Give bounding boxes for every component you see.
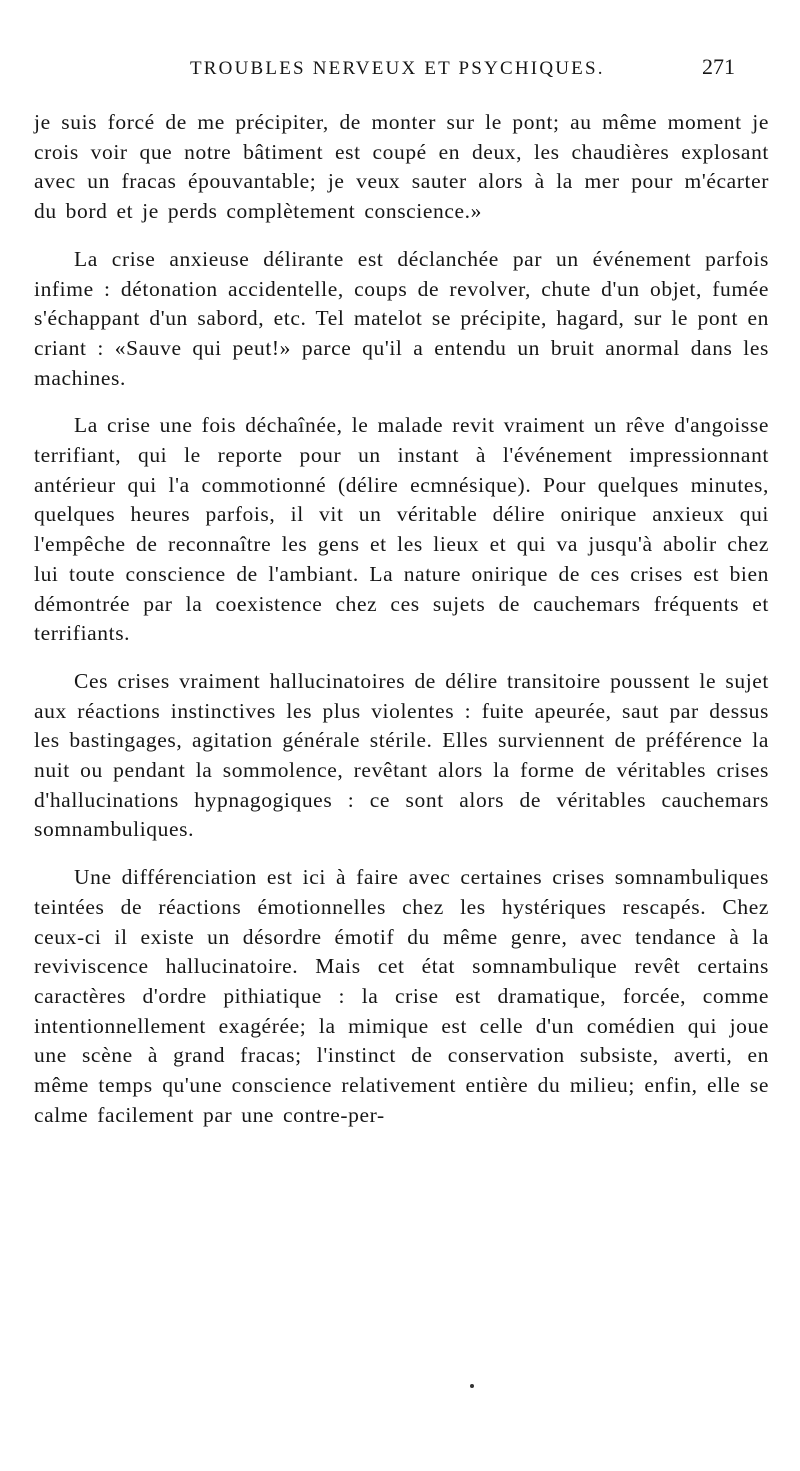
ink-speck <box>470 1384 474 1388</box>
body-text <box>34 108 769 1149</box>
paragraph-5: Une différenciation est ici à faire avec certaines crises somnambuliques teintées de réactions émotionnelles chez les hystériques rescapés. Chez ceux-ci il existe un désordre émotif du même genre, avec tendance à la reviviscence hallucinatoire. Mais cet état somnambulique revêt certains caractères d'ordre pithiatique : la crise est dramatique, forcée, comme intentionnellement exagérée; la mimique est celle d'un comédien qui joue une scène à grand fracas; l'instinct de conservation subsiste, averti, en même temps qu'une conscience relativement entière du milieu; enfin, elle se calme facilement par une contre-per- <box>34 865 769 1127</box>
paragraph-3: La crise une fois déchaînée, le malade revit vraiment un rêve d'angoisse terrifiant, qui le reporte pour un instant à l'événement impressionnant antérieur qui l'a commotionné (délire ecmnésique). Pour quelques minutes, quelques heures parfois, il vit un véritable délire onirique anxieux qui l'empêche de reconnaître les gens et les lieux et qui va jusqu'à abolir chez lui toute conscience de l'ambiant. La nature onirique de ces crises est bien démontrée par la coexistence chez ces sujets de cauchemars fréquents et terrifiants. <box>34 413 769 646</box>
paragraph-2: La crise anxieuse délirante est déclanchée par un événement parfois infime : détonation accidentelle, coups de revolver, chute d'un objet, fumée s'échappant d'un sabord, etc. Tel matelot se précipite, hagard, sur le pont en criant : «Sauve qui peut!» parce qu'il a entendu un bruit anormal dans les machines. <box>34 246 769 390</box>
page-number: 271 <box>702 54 735 79</box>
paragraph-4: Ces crises vraiment hallucinatoires de délire transitoire poussent le sujet aux réactions instinctives les plus violentes : fuite apeurée, saut par dessus les bastingages, agitation générale stérile. Elles surviennent de préférence la nuit ou pendant la sommolence, revêtant alors la forme de véritables crises d'hallucinations hypnagogiques : ce sont alors de véritables cauchemars somnambuliques. <box>34 668 769 842</box>
running-title: TROUBLES NERVEUX ET PSYCHIQUES. <box>190 58 605 79</box>
paragraph-1: je suis forcé de me précipiter, de monter sur le pont; au même moment je crois voir que notre bâtiment est coupé en deux, les chaudières explosant avec un fracas épouvantable; je veux sauter alors à la mer pour m'écarter du bord et je perds complètement conscience.» <box>34 110 769 224</box>
